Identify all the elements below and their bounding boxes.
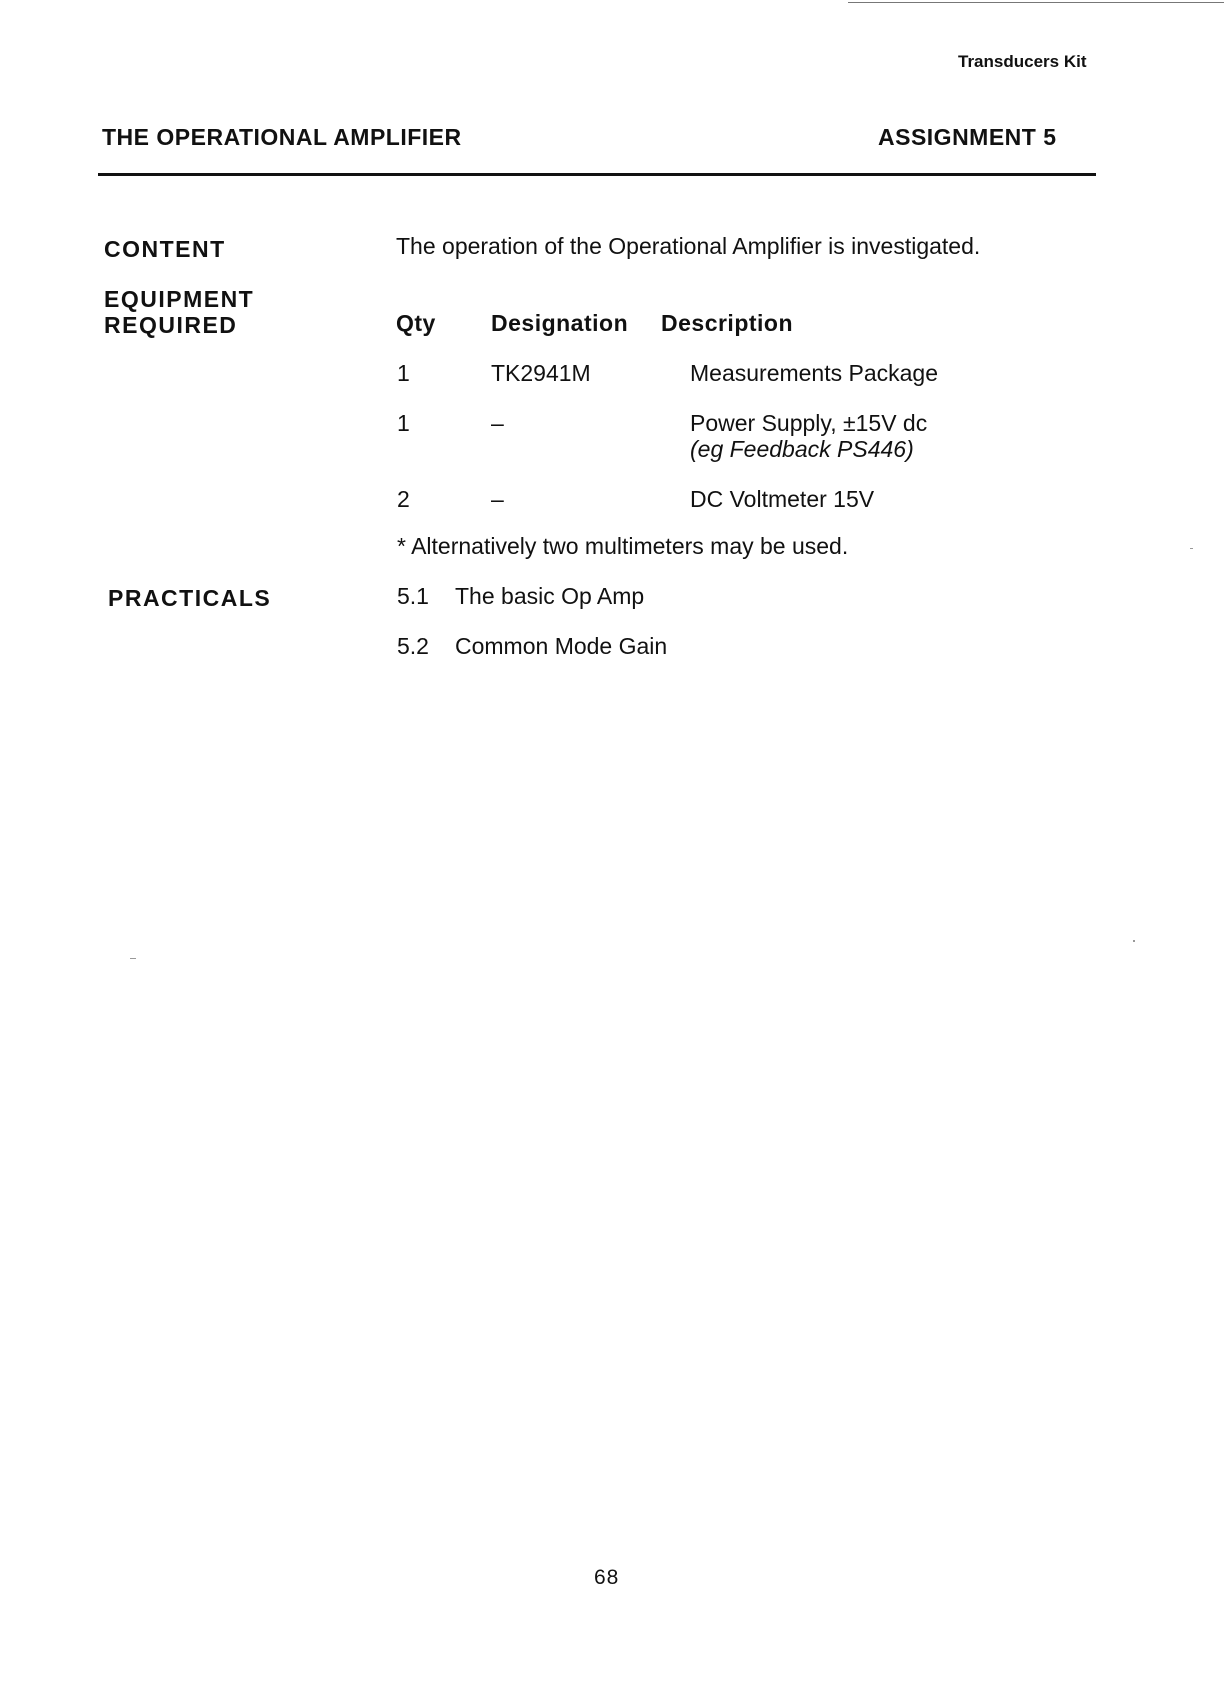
row3-designation: – <box>491 486 504 512</box>
row2-note: (eg Feedback PS446) <box>690 436 914 462</box>
equipment-label-line1: EQUIPMENT <box>104 286 255 312</box>
practicals-label: PRACTICALS <box>108 585 272 611</box>
practical-2-number: 5.2 <box>397 633 429 659</box>
equipment-label-line2: REQUIRED <box>104 312 238 338</box>
practical-1-title: The basic Op Amp <box>455 583 645 609</box>
scan-speck <box>1133 940 1135 942</box>
content-text: The operation of the Operational Amplifier is investigated. <box>396 233 981 259</box>
row2-qty: 1 <box>397 410 410 436</box>
row2-description: Power Supply, ±15V dc <box>690 410 928 436</box>
content-label: CONTENT <box>104 236 226 262</box>
row1-designation: TK2941M <box>491 360 591 386</box>
row1-qty: 1 <box>397 360 410 386</box>
column-header-qty: Qty <box>396 310 436 336</box>
document-title: THE OPERATIONAL AMPLIFIER <box>102 124 462 150</box>
scan-speck <box>1190 548 1193 549</box>
row1-description: Measurements Package <box>690 360 939 386</box>
column-header-designation: Designation <box>491 310 629 336</box>
title-divider <box>98 173 1096 176</box>
practical-1-number: 5.1 <box>397 583 429 609</box>
assignment-number: ASSIGNMENT 5 <box>878 124 1057 150</box>
top-edge-rule <box>848 2 1224 3</box>
page-number: 68 <box>594 1566 620 1589</box>
row2-designation: – <box>491 410 504 436</box>
row3-qty: 2 <box>397 486 410 512</box>
practical-2-title: Common Mode Gain <box>455 633 668 659</box>
running-header: Transducers Kit <box>958 52 1087 71</box>
scan-speck <box>130 958 136 959</box>
equipment-footnote: * Alternatively two multimeters may be used. <box>397 533 849 559</box>
column-header-description: Description <box>661 310 794 336</box>
row3-description: DC Voltmeter 15V <box>690 486 875 512</box>
